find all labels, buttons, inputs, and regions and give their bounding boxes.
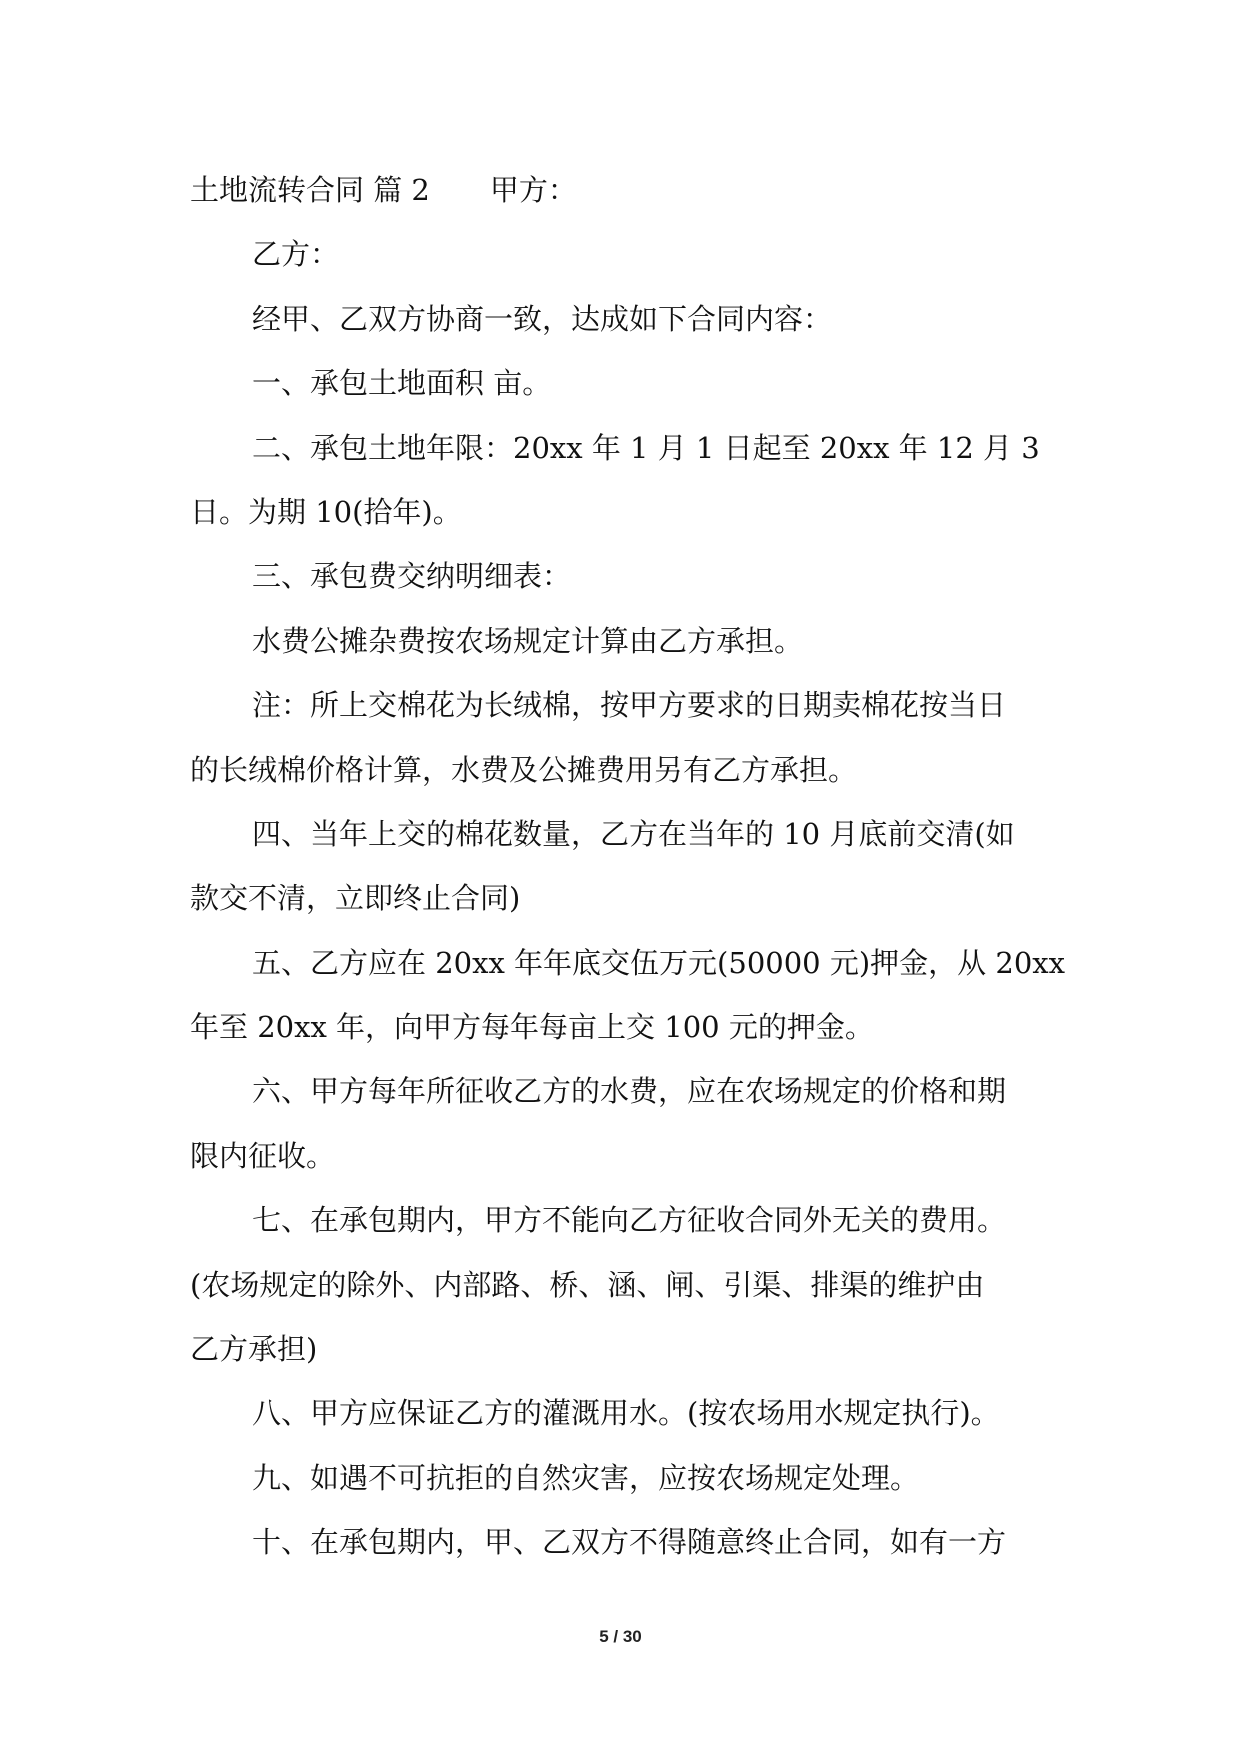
text-line: 款交不清，立即终止合同) — [190, 881, 521, 916]
text-line: 二、承包土地年限：20xx 年 1 月 1 日起至 20xx 年 12 月 3 — [252, 430, 1040, 465]
text-line: 十、在承包期内，甲、乙双方不得随意终止合同，如有一方 — [252, 1525, 1007, 1560]
text-line: 四、当年上交的棉花数量，乙方在当年的 10 月底前交清(如 — [252, 816, 1015, 851]
text-line: 年至 20xx 年，向甲方每年每亩上交 100 元的押金。 — [190, 1010, 874, 1045]
text-line: 乙方： — [252, 237, 340, 272]
text-line: 七、在承包期内，甲方不能向乙方征收合同外无关的费用。 — [252, 1203, 1007, 1238]
text-line: 八、甲方应保证乙方的灌溉用水。(按农场用水规定执行)。 — [252, 1396, 1000, 1431]
text-line: 一、承包土地面积 亩。 — [252, 366, 552, 401]
document-body — [190, 158, 1065, 1575]
party-a-label: 甲方： — [489, 173, 577, 207]
text-line: 日。为期 10(拾年)。 — [190, 494, 462, 529]
title-line — [190, 158, 1060, 222]
text-line: 经甲、乙双方协商一致，达成如下合同内容： — [252, 301, 833, 336]
text-line: 乙方承担) — [190, 1332, 318, 1367]
text-line: 五、乙方应在 20xx 年年底交伍万元(50000 元)押金，从 20xx — [252, 945, 1065, 980]
page-number: 5 / 30 — [599, 1627, 642, 1646]
document-title: 土地流转合同 篇 2 — [190, 173, 430, 207]
text-line: 的长绒棉价格计算，水费及公摊费用另有乙方承担。 — [190, 752, 858, 787]
text-line: 三、承包费交纳明细表： — [252, 559, 572, 594]
text-line: 九、如遇不可抗拒的自然灾害，应按农场规定处理。 — [252, 1460, 920, 1495]
paragraph-lines — [190, 222, 1065, 1574]
text-line: 限内征收。 — [190, 1138, 336, 1173]
text-line: 水费公摊杂费按农场规定计算由乙方承担。 — [252, 623, 804, 658]
text-line: 六、甲方每年所征收乙方的水费，应在农场规定的价格和期 — [252, 1074, 1007, 1109]
text-line: (农场规定的除外、内部路、桥、涵、闸、引渠、排渠的维护由 — [190, 1267, 985, 1302]
text-line: 注：所上交棉花为长绒棉，按甲方要求的日期卖棉花按当日 — [252, 688, 1007, 723]
